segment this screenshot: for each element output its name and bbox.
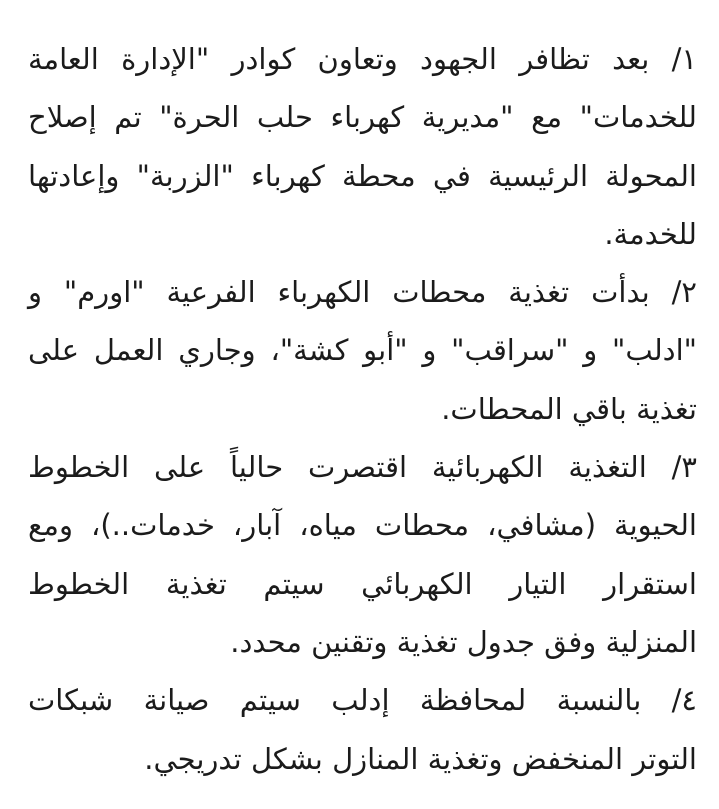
point-2-line-2: "ادلب" و "سراقب" و "أبو كشة"، وجاري العمل على: [28, 333, 697, 368]
point-4-line-2: التوتر المنخفض وتغذية المنازل بشكل تدريجي.: [144, 741, 697, 776]
point-2-line-1: ٢/ بدأت تغذية محطات الكهرباء الفرعية "اورم" و: [28, 275, 697, 310]
point-3-line-1: ٣/ التغذية الكهربائية اقتصرت حالياً على الخطوط: [28, 450, 697, 485]
point-1-line-3: المحولة الرئيسية في محطة كهرباء "الزربة" وإعادتها: [28, 158, 697, 193]
point-3-line-4: المنزلية وفق جدول تغذية وتقنين محدد.: [230, 624, 697, 659]
point-1-line-2: للخدمات" مع "مديرية كهرباء حلب الحرة" تم إصلاح: [28, 100, 697, 135]
point-3-line-2: الحيوية (مشافي، محطات مياه، آبار، خدمات..)، ومع: [28, 508, 697, 543]
point-1-line-4: للخدمة.: [604, 216, 697, 251]
point-3-line-3: استقرار التيار الكهربائي سيتم تغذية الخطوط: [28, 566, 697, 601]
point-2-line-3: تغذية باقي المحطات.: [441, 391, 697, 426]
point-1-line-1: ١/ بعد تظافر الجهود وتعاون كوادر "الإدارة العامة: [28, 42, 697, 76]
point-4-line-1: ٤/ بالنسبة لمحافظة إدلب سيتم صيانة شبكات: [28, 683, 697, 718]
